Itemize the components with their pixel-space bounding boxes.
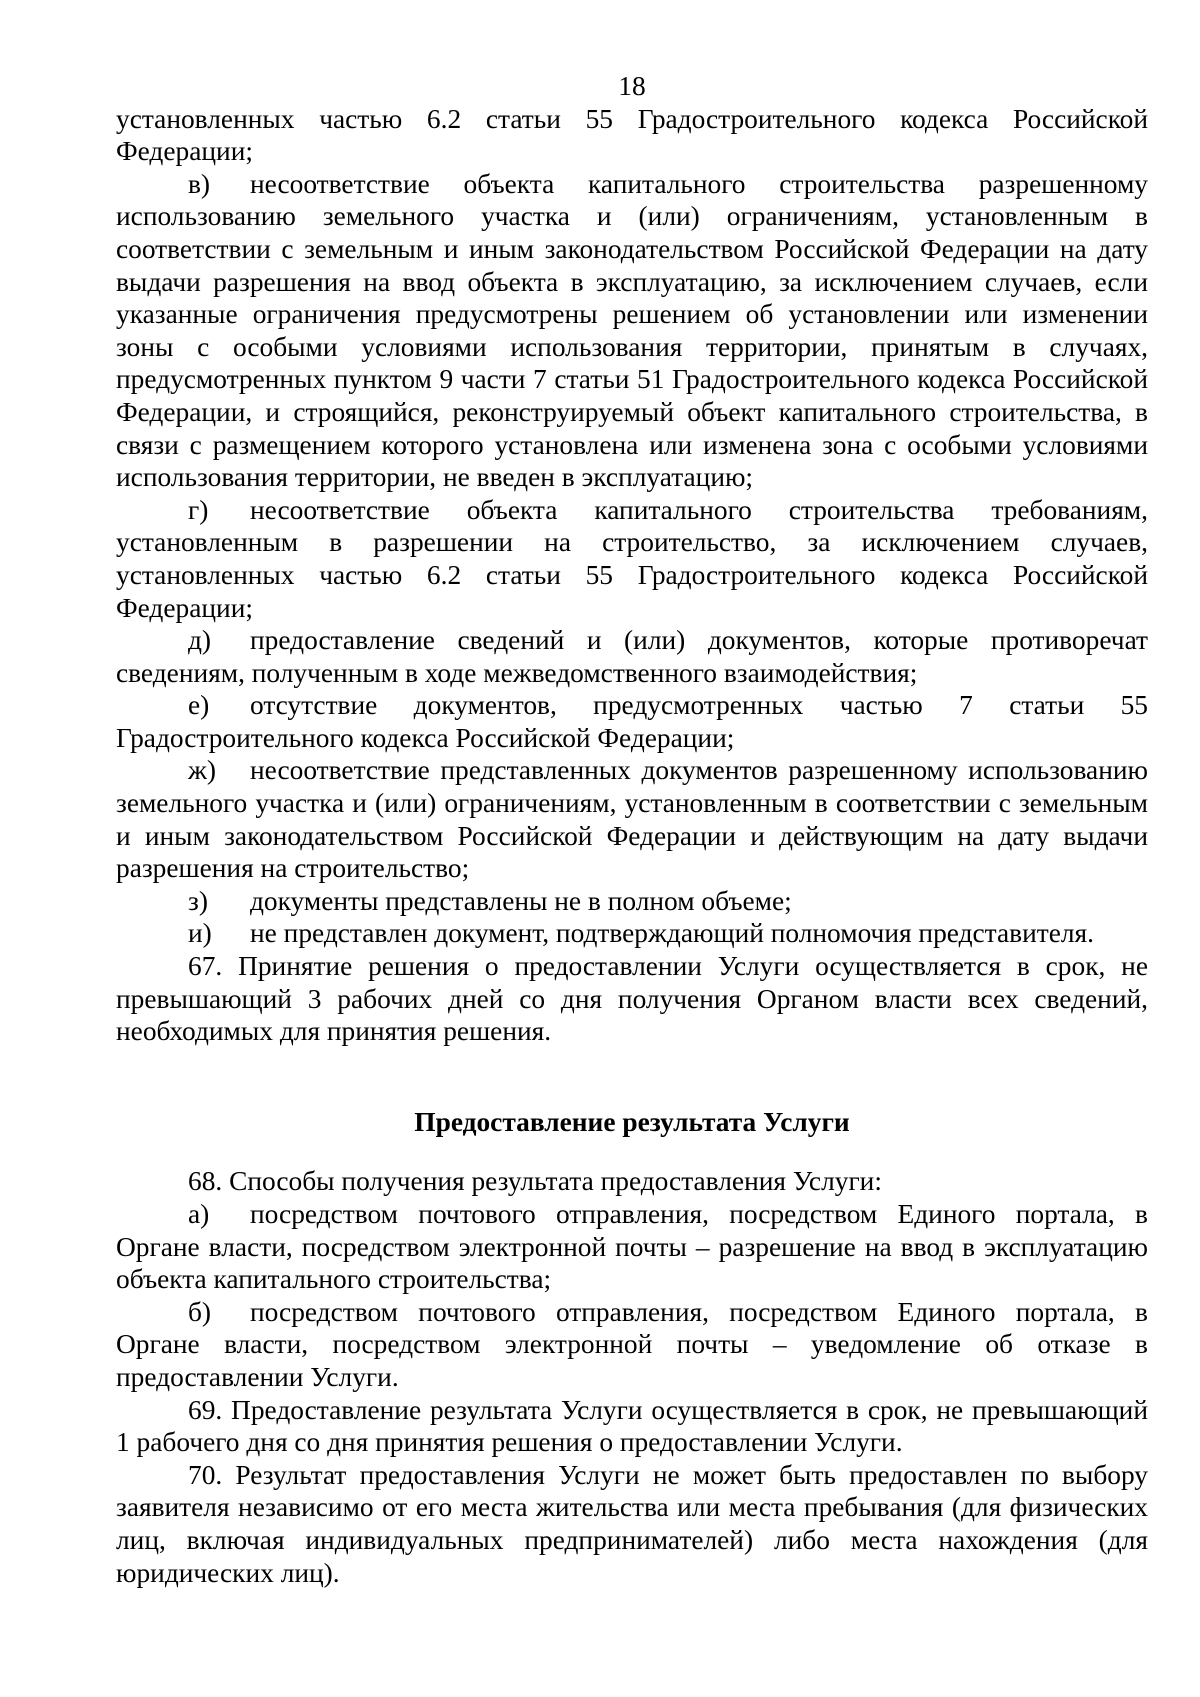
list-item-text: несоответствие объекта капитального строительства требованиям, установленным в разрешении на строительство, за исключением случаев, установленных частью 6.2 статьи 55 Градостроительного кодекса Российской Федерации; [116, 494, 1148, 623]
list-item-e [116, 689, 1148, 754]
list-marker: а) [188, 1199, 210, 1229]
paragraph-70: 70. Результат предоставления Услуги не может быть предоставлен по выбору заявителя независимо от его места жительства или места пребывания (для физических лиц, включая индивидуальных предпринимателей) либо места нахождения (для юридических лиц). [116, 1459, 1148, 1588]
list-item-d [116, 624, 1148, 689]
section-heading: Предоставление результата Услуги [414, 1106, 850, 1137]
list-item-text: несоответствие объекта капитального строительства разрешенному использованию земельного участка и (или) ограничениям, установленным в соответствии с земельным и иным законодательством Российской Федерации на дату выдачи разрешения на ввод объекта в эксплуатацию, за исключением случаев, если указанные ограничения предусмотрены решением об установлении или изменении зоны с особыми условиями использования территории, принятым в случаях, предусмотренных пунктом 9 части 7 статьи 51 Градостроительного кодекса Российской Федерации, и строящийся, реконструируемый объект капитального строительства, в связи с размещением которого установлена или изменена зона с особыми условиями использования территории, не введен в эксплуатацию; [116, 168, 1148, 493]
list-item-zh [116, 754, 1148, 884]
list-marker: г) [188, 494, 209, 525]
list-item-text: отсутствие документов, предусмотренных частью 7 статьи 55 Градостроительного кодекса Российской Федерации; [116, 690, 1148, 753]
list-item-v [116, 168, 1148, 494]
list-item-z [116, 885, 1148, 918]
paragraph-68: 68. Способы получения результата предоставления Услуги: [188, 1166, 882, 1197]
list-marker: д) [188, 625, 212, 656]
paragraph-67: 67. Принятие решения о предоставлении Услуги осуществляется в срок, не превышающий 3 рабочих дней со дня получения Органом власти всех сведений, необходимых для принятия решения. [116, 951, 1148, 1047]
list-item-text: не представлен документ, подтверждающий полномочия представителя. [250, 918, 1094, 949]
list-item-a [116, 1198, 1148, 1296]
list-item-text: посредством почтового отправления, посредством Единого портала, в Органе власти, посредством электронной почты – разрешение на ввод в эксплуатацию объекта капитального строительства; [116, 1199, 1148, 1295]
list-item-text: посредством почтового отправления, посредством Единого портала, в Органе власти, посредством электронной почты – уведомление об отказе в предоставлении Услуги. [116, 1296, 1148, 1392]
paragraph-continuation: установленных частью 6.2 статьи 55 Градостроительного кодекса Российской Федерации; [116, 103, 1148, 167]
document-page [116, 70, 1148, 1589]
list-marker: е) [188, 690, 210, 721]
list-item-g [116, 494, 1148, 624]
list-item-text: предоставление сведений и (или) документов, которые противоречат сведениям, полученным в ходе межведомственного взаимодействия; [116, 625, 1148, 688]
list-item-i [116, 917, 1148, 950]
list-item-text: документы представлены не в полном объеме; [250, 885, 792, 916]
list-marker: б) [188, 1296, 212, 1327]
list-marker: з) [188, 885, 208, 916]
list-item-text: несоответствие представленных документов разрешенному использованию земельного участка и (или) ограничениям, установленным в соответствии с земельным и иным законодательством Российской Федерации и действующим на дату выдачи разрешения на строительство; [116, 755, 1148, 884]
list-marker: ж) [188, 755, 217, 786]
list-marker: и) [188, 918, 212, 949]
list-item-b [116, 1296, 1148, 1394]
list-marker: в) [188, 168, 211, 199]
paragraph-69: 69. Предоставление результата Услуги осуществляется в срок, не превышающий 1 рабочего дня со дня принятия решения о предоставлении Услуги. [116, 1394, 1148, 1458]
page-number: 18 [618, 71, 646, 101]
